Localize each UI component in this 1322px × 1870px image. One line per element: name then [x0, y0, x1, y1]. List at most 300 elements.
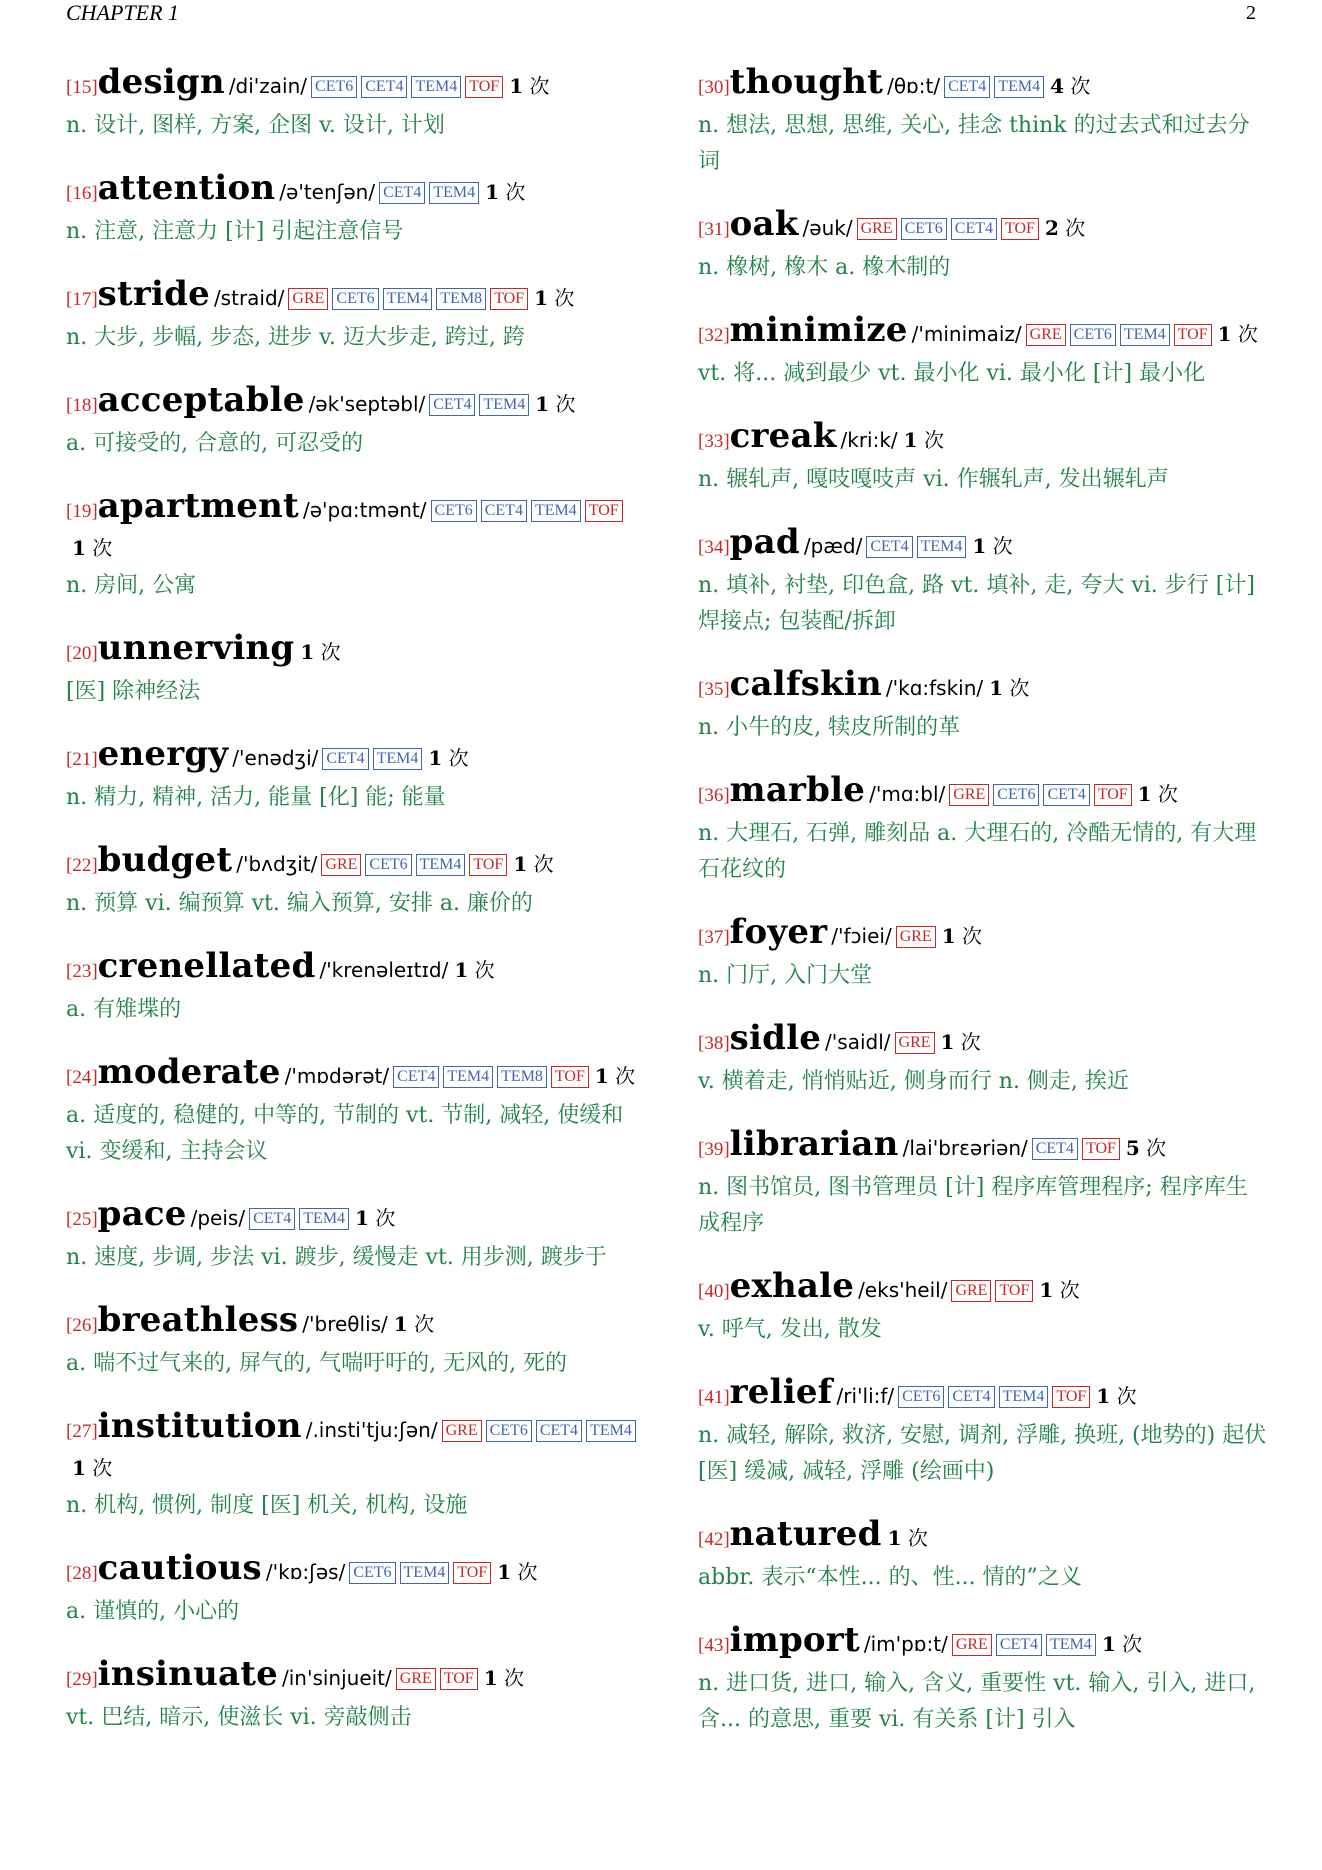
entry-head [698, 772, 1268, 814]
frequency-count [355, 1206, 395, 1230]
entry-head [698, 64, 1268, 106]
exam-tag: TOF [551, 1066, 589, 1088]
entry-index: [24] [66, 1067, 98, 1088]
entry-head [698, 666, 1268, 708]
definition: n. 填补, 衬垫, 印色盒, 路 vt. 填补, 走, 夸大 vi. 步行 [计] 焊接点; 包装配/拆卸 [698, 573, 1255, 634]
definition: n. 设计, 图样, 方案, 企图 v. 设计, 计划 [66, 113, 445, 138]
exam-tag: TOF [469, 854, 507, 876]
exam-tag: TOF [490, 288, 528, 310]
headword: unnerving [97, 628, 295, 668]
entry-index: [22] [66, 855, 98, 876]
phonetic: /'bʌdʒit/ [236, 852, 318, 876]
exam-tag: GRE [321, 854, 361, 876]
frequency-count [300, 640, 340, 664]
exam-tag: GRE [949, 784, 989, 806]
count-unit: 次 [960, 1030, 981, 1054]
count-number: 1 [497, 1560, 512, 1584]
exam-tag: CET6 [332, 288, 378, 310]
phonetic: /'enədʒi/ [232, 746, 319, 770]
entry-head [698, 312, 1268, 354]
headword: minimize [729, 310, 908, 350]
count-number: 1 [903, 428, 918, 452]
frequency-count [1039, 1278, 1079, 1302]
exam-tag: GRE [396, 1668, 436, 1690]
phonetic: /'mɒdərət/ [284, 1064, 390, 1088]
definition: n. 图书馆员, 图书管理员 [计] 程序库管理程序; 程序库生成程序 [698, 1175, 1248, 1236]
count-unit: 次 [503, 1666, 524, 1690]
exam-tag: TOF [453, 1562, 491, 1584]
entry-index: [21] [66, 749, 98, 770]
frequency-count [534, 286, 574, 310]
vocab-entry [66, 842, 636, 922]
phonetic: /'kɑ:fskin/ [885, 676, 984, 700]
entry-index: [18] [66, 395, 98, 416]
frequency-count [509, 74, 549, 98]
entry-index: [41] [698, 1387, 730, 1408]
exam-tag: TOF [1174, 324, 1212, 346]
exam-tag: TEM8 [497, 1066, 547, 1088]
exam-tag: TEM4 [429, 182, 479, 204]
vocab-entry [66, 1656, 636, 1736]
vocab-entry [66, 382, 636, 462]
exam-tag: GRE [952, 1634, 992, 1656]
phonetic: /'kɒ:ʃəs/ [265, 1560, 346, 1584]
frequency-count [72, 1456, 112, 1480]
count-unit: 次 [92, 1456, 113, 1480]
count-number: 1 [534, 286, 549, 310]
headword: design [97, 62, 225, 102]
count-number: 1 [1217, 322, 1232, 346]
frequency-count [1126, 1136, 1166, 1160]
exam-tag: TEM4 [999, 1386, 1049, 1408]
exam-tag: CET4 [249, 1208, 295, 1230]
phonetic: /'mɑ:bl/ [869, 782, 946, 806]
frequency-count [1096, 1384, 1136, 1408]
entry-head [66, 948, 636, 990]
phonetic: /ri'li:f/ [836, 1384, 895, 1408]
entry-head [698, 206, 1268, 248]
entry-head [66, 736, 636, 778]
vocab-entry [698, 1622, 1268, 1738]
headword: breathless [97, 1300, 299, 1340]
frequency-count [595, 1064, 635, 1088]
exam-tag: TEM4 [299, 1208, 349, 1230]
entry-index: [20] [66, 643, 98, 664]
headword: creak [729, 416, 837, 456]
definition: n. 小牛的皮, 犊皮所制的革 [698, 715, 961, 740]
frequency-count [1102, 1632, 1142, 1656]
entry-head [66, 488, 636, 566]
frequency-count [989, 676, 1029, 700]
definition: n. 注意, 注意力 [计] 引起注意信号 [66, 219, 404, 244]
entry-index: [38] [698, 1033, 730, 1054]
phonetic: /kri:k/ [840, 428, 898, 452]
count-unit: 次 [92, 536, 113, 560]
definition: n. 大步, 步幅, 步态, 进步 v. 迈大步走, 跨过, 跨 [66, 325, 525, 350]
exam-tag: CET6 [901, 218, 947, 240]
definition: n. 房间, 公寓 [66, 573, 197, 598]
exam-tag: CET4 [1043, 784, 1089, 806]
count-unit: 次 [615, 1064, 636, 1088]
frequency-count [428, 746, 468, 770]
count-unit: 次 [992, 534, 1013, 558]
vocab-entry [66, 1196, 636, 1276]
exam-tag: TEM8 [436, 288, 486, 310]
headword: exhale [729, 1266, 855, 1306]
exam-tag: TEM4 [443, 1066, 493, 1088]
headword: cautious [97, 1548, 262, 1588]
exam-tag: CET6 [486, 1420, 532, 1442]
phonetic: /'saidl/ [825, 1030, 891, 1054]
headword: crenellated [97, 946, 316, 986]
entry-index: [30] [698, 77, 730, 98]
count-number: 1 [1096, 1384, 1111, 1408]
entry-head [698, 1374, 1268, 1416]
entry-index: [26] [66, 1315, 98, 1336]
exam-tag: GRE [288, 288, 328, 310]
definition: a. 谨慎的, 小心的 [66, 1599, 240, 1624]
definition: n. 大理石, 石弹, 雕刻品 a. 大理石的, 冷酷无情的, 有大理石花纹的 [698, 821, 1257, 882]
frequency-count [72, 536, 112, 560]
frequency-count [1218, 322, 1258, 346]
phonetic: /ə'tenʃən/ [279, 180, 376, 204]
count-unit: 次 [923, 428, 944, 452]
exam-tag: TOF [995, 1280, 1033, 1302]
entry-index: [43] [698, 1635, 730, 1656]
phonetic: /.insti'tju:ʃən/ [305, 1418, 438, 1442]
exam-tag: TEM4 [373, 748, 423, 770]
count-number: 1 [485, 180, 500, 204]
frequency-count [942, 924, 982, 948]
exam-tag: CET6 [1070, 324, 1116, 346]
headword: relief [729, 1372, 833, 1412]
entry-head [66, 1302, 636, 1344]
entry-index: [36] [698, 785, 730, 806]
entry-head [698, 1126, 1268, 1168]
count-unit: 次 [961, 924, 982, 948]
definition: a. 可接受的, 合意的, 可忍受的 [66, 431, 364, 456]
definition: n. 减轻, 解除, 救济, 安慰, 调剂, 浮雕, 换班, (地势的) 起伏 [医] 缓减, 减轻, 浮雕 (绘画中) [698, 1423, 1267, 1484]
exam-tag: CET4 [536, 1420, 582, 1442]
entry-head [66, 64, 636, 106]
count-number: 1 [483, 1666, 498, 1690]
count-unit: 次 [1070, 74, 1091, 98]
entry-head [66, 1550, 636, 1592]
headword: acceptable [97, 380, 305, 420]
definition: n. 精力, 精神, 活力, 能量 [化] 能; 能量 [66, 785, 446, 810]
exam-tag: GRE [1026, 324, 1066, 346]
count-number: 1 [393, 1312, 408, 1336]
frequency-count [535, 392, 575, 416]
entry-index: [35] [698, 679, 730, 700]
count-number: 1 [509, 74, 524, 98]
vocab-entry [698, 914, 1268, 994]
vocab-entry [698, 772, 1268, 888]
exam-tag: TEM4 [917, 536, 967, 558]
entry-head [698, 1622, 1268, 1664]
headword: pad [729, 522, 800, 562]
headword: librarian [729, 1124, 899, 1164]
frequency-count [1045, 216, 1085, 240]
vocab-entry [698, 206, 1268, 286]
count-number: 1 [454, 958, 469, 982]
count-number: 1 [1039, 1278, 1054, 1302]
headword: apartment [97, 486, 299, 526]
entry-head [66, 842, 636, 884]
headword: moderate [97, 1052, 281, 1092]
page-number: 2 [1246, 2, 1256, 24]
exam-tag: TEM4 [479, 394, 529, 416]
frequency-count [904, 428, 944, 452]
definition: abbr. 表示“本性... 的、性... 情的”之义 [698, 1565, 1082, 1590]
phonetic: /θɒ:t/ [887, 74, 941, 98]
headword: oak [729, 204, 799, 244]
headword: calfskin [729, 664, 882, 704]
count-number: 4 [1050, 74, 1064, 98]
frequency-count [485, 180, 525, 204]
exam-tag: GRE [895, 1032, 935, 1054]
definition: a. 喘不过气来的, 屏气的, 气喘吁吁的, 无风的, 死的 [66, 1351, 568, 1376]
entry-index: [23] [66, 961, 98, 982]
count-unit: 次 [1065, 216, 1086, 240]
count-unit: 次 [448, 746, 469, 770]
vocab-entry [66, 736, 636, 816]
vocab-entry [66, 276, 636, 356]
vocab-entry [698, 1374, 1268, 1490]
count-unit: 次 [474, 958, 495, 982]
exam-tag: CET4 [948, 1386, 994, 1408]
exam-tag: TOF [1082, 1138, 1120, 1160]
exam-tag: CET4 [951, 218, 997, 240]
definition: [医] 除神经法 [66, 679, 201, 704]
count-unit: 次 [555, 392, 576, 416]
count-unit: 次 [1116, 1384, 1137, 1408]
count-number: 2 [1044, 216, 1059, 240]
phonetic: /straid/ [213, 286, 285, 310]
count-number: 1 [941, 924, 956, 948]
definition: vt. 巴结, 暗示, 使滋长 vi. 旁敲侧击 [66, 1705, 412, 1730]
definition: n. 想法, 思想, 思维, 关心, 挂念 think 的过去式和过去分词 [698, 113, 1250, 174]
exam-tag: CET6 [311, 76, 357, 98]
definition: n. 预算 vi. 编预算 vt. 编入预算, 安排 a. 廉价的 [66, 891, 533, 916]
entry-index: [15] [66, 77, 98, 98]
frequency-count [484, 1666, 524, 1690]
count-number: 1 [300, 640, 315, 664]
definition: n. 辗轧声, 嘎吱嘎吱声 vi. 作辗轧声, 发出辗轧声 [698, 467, 1169, 492]
entry-head [66, 1196, 636, 1238]
phonetic: /əuk/ [802, 216, 853, 240]
entry-index: [34] [698, 537, 730, 558]
definition: v. 呼气, 发出, 散发 [698, 1317, 882, 1342]
phonetic: /di'zain/ [228, 74, 308, 98]
phonetic: /'minimaiz/ [911, 322, 1022, 346]
exam-tag: CET6 [349, 1562, 395, 1584]
headword: attention [97, 168, 276, 208]
exam-tag: TEM4 [383, 288, 433, 310]
count-unit: 次 [529, 74, 550, 98]
phonetic: /im'pɒ:t/ [863, 1632, 948, 1656]
frequency-count [941, 1030, 981, 1054]
exam-tag: CET4 [429, 394, 475, 416]
count-unit: 次 [414, 1312, 435, 1336]
headword: thought [729, 62, 884, 102]
exam-tag: TEM4 [400, 1562, 450, 1584]
entry-index: [29] [66, 1669, 98, 1690]
exam-tag: TEM4 [1120, 324, 1170, 346]
count-number: 1 [428, 746, 443, 770]
exam-tag: TEM4 [586, 1420, 636, 1442]
frequency-count [1050, 74, 1090, 98]
chapter-title: CHAPTER 1 [66, 0, 180, 25]
count-number: 1 [594, 1064, 609, 1088]
exam-tag: TOF [1001, 218, 1039, 240]
count-number: 1 [887, 1526, 902, 1550]
exam-tag: GRE [951, 1280, 991, 1302]
headword: foyer [729, 912, 828, 952]
exam-tag: TEM4 [994, 76, 1044, 98]
exam-tag: CET4 [379, 182, 425, 204]
phonetic: /ək'septəbl/ [308, 392, 426, 416]
frequency-count [513, 852, 553, 876]
entry-index: [17] [66, 289, 98, 310]
vocab-entry [66, 170, 636, 250]
count-unit: 次 [1059, 1278, 1080, 1302]
vocab-entry [698, 1268, 1268, 1348]
definition: a. 有雉堞的 [66, 997, 182, 1022]
exam-tag: TEM4 [416, 854, 466, 876]
vocab-entry [698, 666, 1268, 746]
frequency-count [394, 1312, 434, 1336]
vocab-entry [698, 64, 1268, 180]
exam-tag: GRE [442, 1420, 482, 1442]
exam-tag: CET4 [481, 500, 527, 522]
definition: n. 橡树, 橡木 a. 橡木制的 [698, 255, 951, 280]
left-column [66, 64, 636, 1762]
exam-tag: GRE [857, 218, 897, 240]
definition: n. 进口货, 进口, 输入, 含义, 重要性 vt. 输入, 引入, 进口, 含... 的意思, 重要 vi. 有关系 [计] 引入 [698, 1671, 1256, 1732]
headword: sidle [729, 1018, 822, 1058]
exam-tag: TEM4 [1046, 1634, 1096, 1656]
count-unit: 次 [1146, 1136, 1167, 1160]
vocab-entry [66, 1054, 636, 1170]
entry-index: [31] [698, 219, 730, 240]
entry-head [66, 276, 636, 318]
entry-head [66, 382, 636, 424]
exam-tag: CET4 [322, 748, 368, 770]
exam-tag: CET4 [866, 536, 912, 558]
headword: import [729, 1620, 860, 1660]
phonetic: /in'sinjueit/ [281, 1666, 392, 1690]
count-number: 1 [72, 1456, 86, 1480]
entry-head [698, 1516, 1268, 1558]
exam-tag: TOF [1052, 1386, 1090, 1408]
exam-tag: CET6 [993, 784, 1039, 806]
definition: v. 横着走, 悄悄贴近, 侧身而行 n. 侧走, 挨近 [698, 1069, 1129, 1094]
vocab-entry [698, 1516, 1268, 1596]
definition: vt. 将... 减到最少 vt. 最小化 vi. 最小化 [计] 最小化 [698, 361, 1206, 386]
count-number: 5 [1125, 1136, 1140, 1160]
frequency-count [454, 958, 494, 982]
count-number: 1 [1101, 1632, 1116, 1656]
count-number: 1 [72, 536, 86, 560]
right-column [698, 64, 1268, 1764]
vocab-entry [66, 948, 636, 1028]
vocab-entry [66, 1302, 636, 1382]
headword: energy [97, 734, 229, 774]
phonetic: /eks'heil/ [858, 1278, 948, 1302]
frequency-count [1138, 782, 1178, 806]
exam-tag: CET4 [944, 76, 990, 98]
entry-index: [25] [66, 1209, 98, 1230]
entry-index: [33] [698, 431, 730, 452]
entry-head [66, 1054, 636, 1096]
headword: stride [97, 274, 210, 314]
entry-head [66, 170, 636, 212]
count-number: 1 [513, 852, 528, 876]
exam-tag: CET4 [1032, 1138, 1078, 1160]
count-unit: 次 [1009, 676, 1030, 700]
count-unit: 次 [1157, 782, 1178, 806]
exam-tag: CET4 [361, 76, 407, 98]
entry-index: [37] [698, 927, 730, 948]
count-unit: 次 [1237, 322, 1258, 346]
headword: budget [97, 840, 233, 880]
phonetic: /'fɔiei/ [831, 924, 892, 948]
entry-head [66, 630, 636, 672]
headword: natured [729, 1514, 882, 1554]
exam-tag: CET6 [898, 1386, 944, 1408]
count-number: 1 [1137, 782, 1152, 806]
vocab-entry [66, 64, 636, 144]
definition: a. 适度的, 稳健的, 中等的, 节制的 vt. 节制, 减轻, 使缓和 vi. 变缓和, 主持会议 [66, 1103, 624, 1164]
phonetic: /lai'brɛəriən/ [902, 1136, 1028, 1160]
entry-head [66, 1408, 636, 1486]
entry-head [66, 1656, 636, 1698]
phonetic: /'krenəleɪtɪd/ [319, 958, 449, 982]
count-number: 1 [989, 676, 1004, 700]
exam-tag: TOF [440, 1668, 478, 1690]
entry-head [698, 1268, 1268, 1310]
exam-tag: TEM4 [411, 76, 461, 98]
exam-tag: CET4 [393, 1066, 439, 1088]
entry-index: [28] [66, 1563, 98, 1584]
exam-tag: CET6 [431, 500, 477, 522]
count-unit: 次 [533, 852, 554, 876]
frequency-count [888, 1526, 928, 1550]
count-number: 1 [940, 1030, 955, 1054]
phonetic: /pæd/ [803, 534, 863, 558]
count-number: 1 [972, 534, 987, 558]
vocab-entry [698, 312, 1268, 392]
vocab-entry [66, 1550, 636, 1630]
exam-tag: TOF [465, 76, 503, 98]
exam-tag: GRE [896, 926, 936, 948]
frequency-count [497, 1560, 537, 1584]
vocab-entry [66, 630, 636, 710]
count-unit: 次 [907, 1526, 928, 1550]
vocab-entry [698, 1126, 1268, 1242]
headword: marble [729, 770, 866, 810]
vocab-entry [66, 488, 636, 604]
exam-tag: CET6 [365, 854, 411, 876]
entry-head [698, 1020, 1268, 1062]
entry-index: [42] [698, 1529, 730, 1550]
count-unit: 次 [554, 286, 575, 310]
entry-index: [27] [66, 1421, 98, 1442]
phonetic: /'breθlis/ [302, 1312, 388, 1336]
entry-index: [39] [698, 1139, 730, 1160]
headword: institution [97, 1406, 302, 1446]
